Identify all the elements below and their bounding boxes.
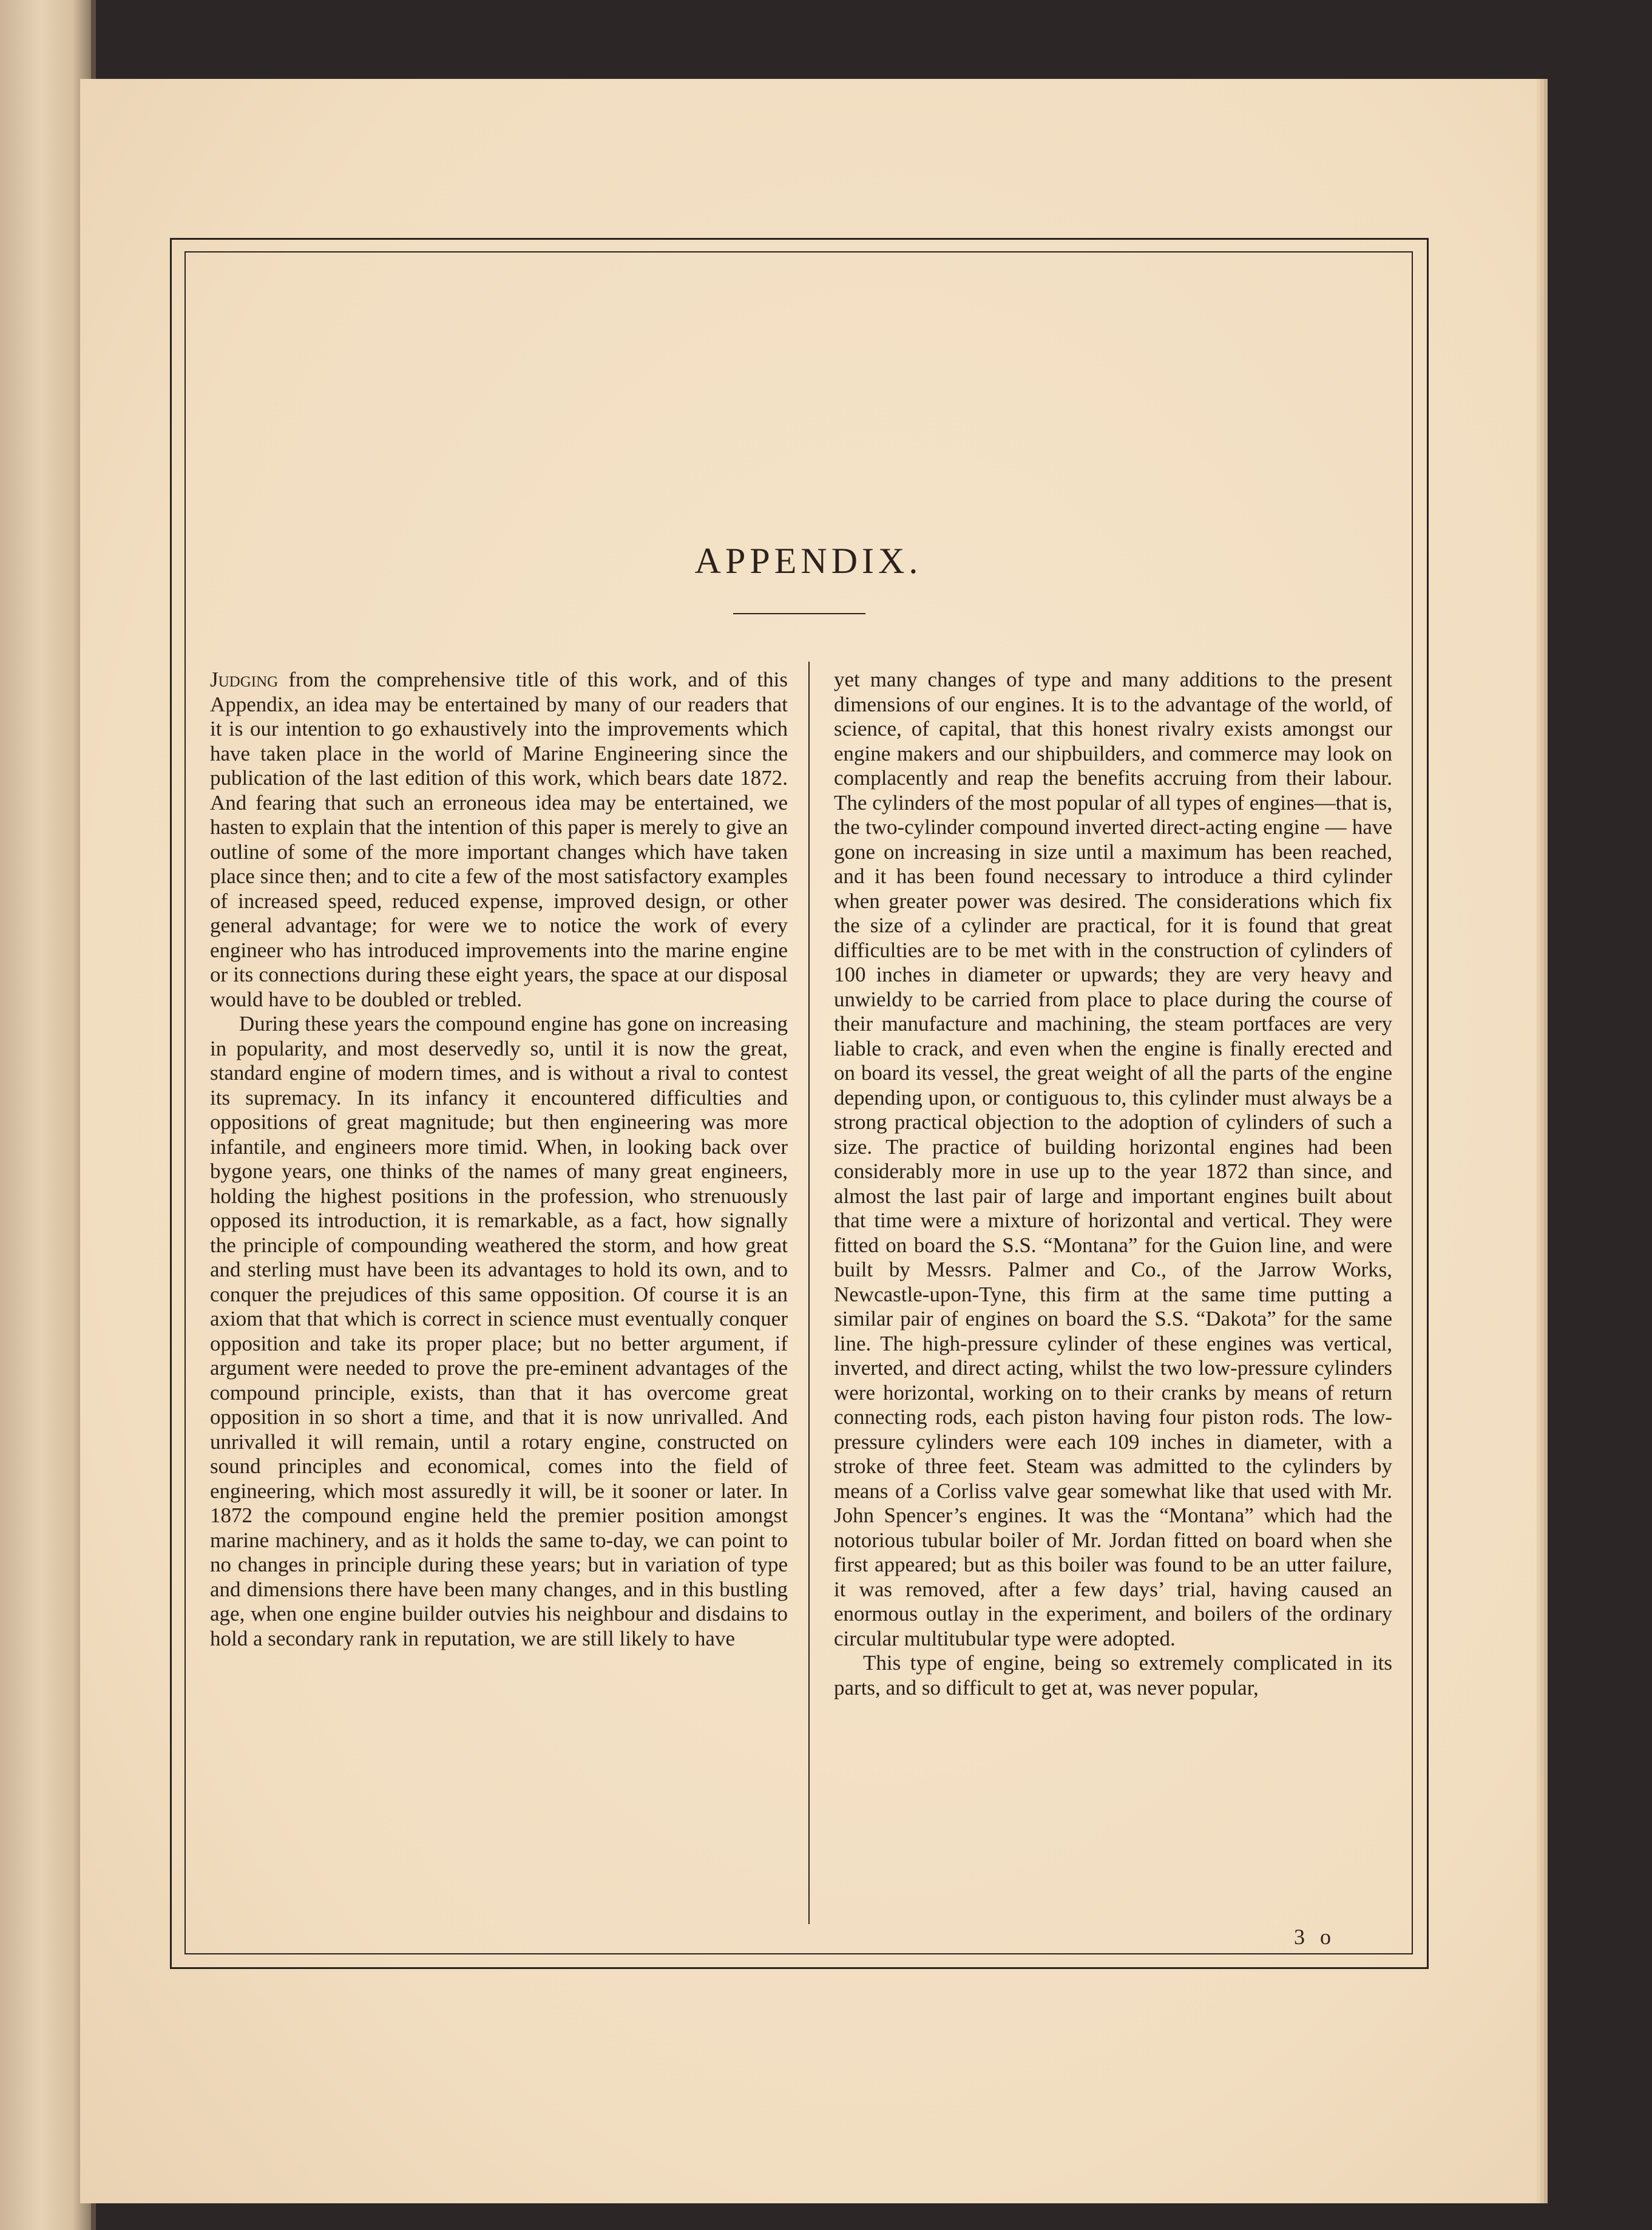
right-column: [834, 668, 1392, 1700]
paragraph: During these years the compound engine has gone on increasing in popularity, and most deservedly so, until it is now the great, standard engine of modern times, and is without a rival to contest its supremacy. In its infancy it encountered difficulties and oppositions of great magnitude; but then engineering was more infantile, and engineers more timid. When, in looking back over bygone years, one thinks of the names of many great engineers, holding the highest positions in the profession, who strenuously opposed its introduction, it is remarkable, as a fact, how signally the principle of compounding weathered the storm, and how great and sterling must have been its advantages to hold its own, and to conquer the prejudices of this same opposition. Of course it is an axiom that that which is correct in science must eventually conquer opposition and take its proper place; but no better argument, if argument were needed to prove the pre-eminent advantages of the compound principle, exists, than that it has overcome great opposition in so short a time, and that it is now unrivalled. And unrivalled it will remain, until a rotary engine, constructed on sound principles and economical, comes into the field of engineering, which most assuredly it will, be it sooner or later. In 1872 the compound engine held the premier position amongst marine machinery, and as it holds the same to-day, we can point to no changes in principle during these years; but in variation of type and dimensions there have been many changes, and in this bustling age, when one engine builder outvies his neighbour and disdains to hold a secondary rank in reputation, we are still likely to have: [210, 1012, 788, 1650]
paragraph: This type of engine, being so extremely complicated in its parts, and so difficult to get at, was never popular,: [834, 1651, 1392, 1700]
paragraph-text: from the comprehensive title of this work, and of this Appendix, an idea may be entertained by many of our readers that it is our intention to go exhaustively into the improvements which have taken place in the world of Marine Engineering since the publication of the last edition of this work, which bears date 1872. And fearing that such an erroneous idea may be entertained, we hasten to explain that the intention of this paper is merely to give an outline of some of the more important changes which have taken place since then; and to cite a few of the most satisfactory examples of increased speed, reduced expense, improved design, or other general advantage; for were we to notice the work of every engineer who has introduced improvements into the marine engine or its connections during these eight years, the space at our disposal would have to be doubled or trebled.: [210, 668, 788, 1011]
left-column: [210, 668, 788, 1651]
facing-page-edge: [0, 0, 91, 2230]
title-rule: [733, 613, 865, 614]
page-title: APPENDIX.: [694, 541, 922, 581]
column-divider: [808, 662, 810, 1924]
paragraph: [210, 668, 788, 1012]
signature-mark: 3 o: [1294, 1925, 1336, 1949]
paragraph: yet many changes of type and many additions to the present dimensions of our engines. It is to the advantage of the world, of science, of capital, that this honest rivalry exists amongst our engine makers and our shipbuilders, and commerce may look on complacently and reap the benefits accruing from their labour. The cylinders of the most popular of all types of engines—that is, the two-cylinder compound inverted direct-acting engine — have gone on increasing in size until a maximum has been reached, and it has been found necessary to introduce a third cylinder when greater power was desired. The considerations which fix the size of a cylinder are practical, for it is found that great difficulties are to be met with in the construction of cylinders of 100 inches in diameter or upwards; they are very heavy and unwieldy to be carried from place to place during the course of their manufacture and machining, the steam portfaces are very liable to crack, and even when the engine is finally erected and on board its vessel, the great weight of all the parts of the engine depending upon, or contiguous to, this cylinder must always be a strong practical objection to the adoption of cylinders of such a size. The practice of building horizontal engines had been considerably more in use up to the year 1872 than since, and almost the last pair of large and important engines built about that time were a mixture of horizontal and vertical. They were fitted on board the S.S. “Montana” for the Guion line, and were built by Messrs. Palmer and Co., of the Jarrow Works, Newcastle-upon-Tyne, this firm at the same time putting a similar pair of engines on board the S.S. “Dakota” for the same line. The high-pressure cylinder of these engines was vertical, inverted, and direct acting, whilst the two low-pressure cylinders were horizontal, working on to their cranks by means of return connecting rods, each piston having four piston rods. The low-pressure cylinders were each 109 inches in diameter, with a stroke of three feet. Steam was admitted to the cylinders by means of a Corliss valve gear somewhat like that used with Mr. John Spencer’s engines. It was the “Montana” which had the notorious tubular boiler of Mr. Jordan fitted on board when she first appeared; but as this boiler was found to be an utter failure, it was removed, after a few days’ trial, having caused an enormous outlay in the experiment, and boilers of the ordinary circular multitubular type were adopted.: [834, 668, 1392, 1650]
drop-word: Judging: [210, 668, 279, 691]
book-page: [80, 79, 1537, 2203]
